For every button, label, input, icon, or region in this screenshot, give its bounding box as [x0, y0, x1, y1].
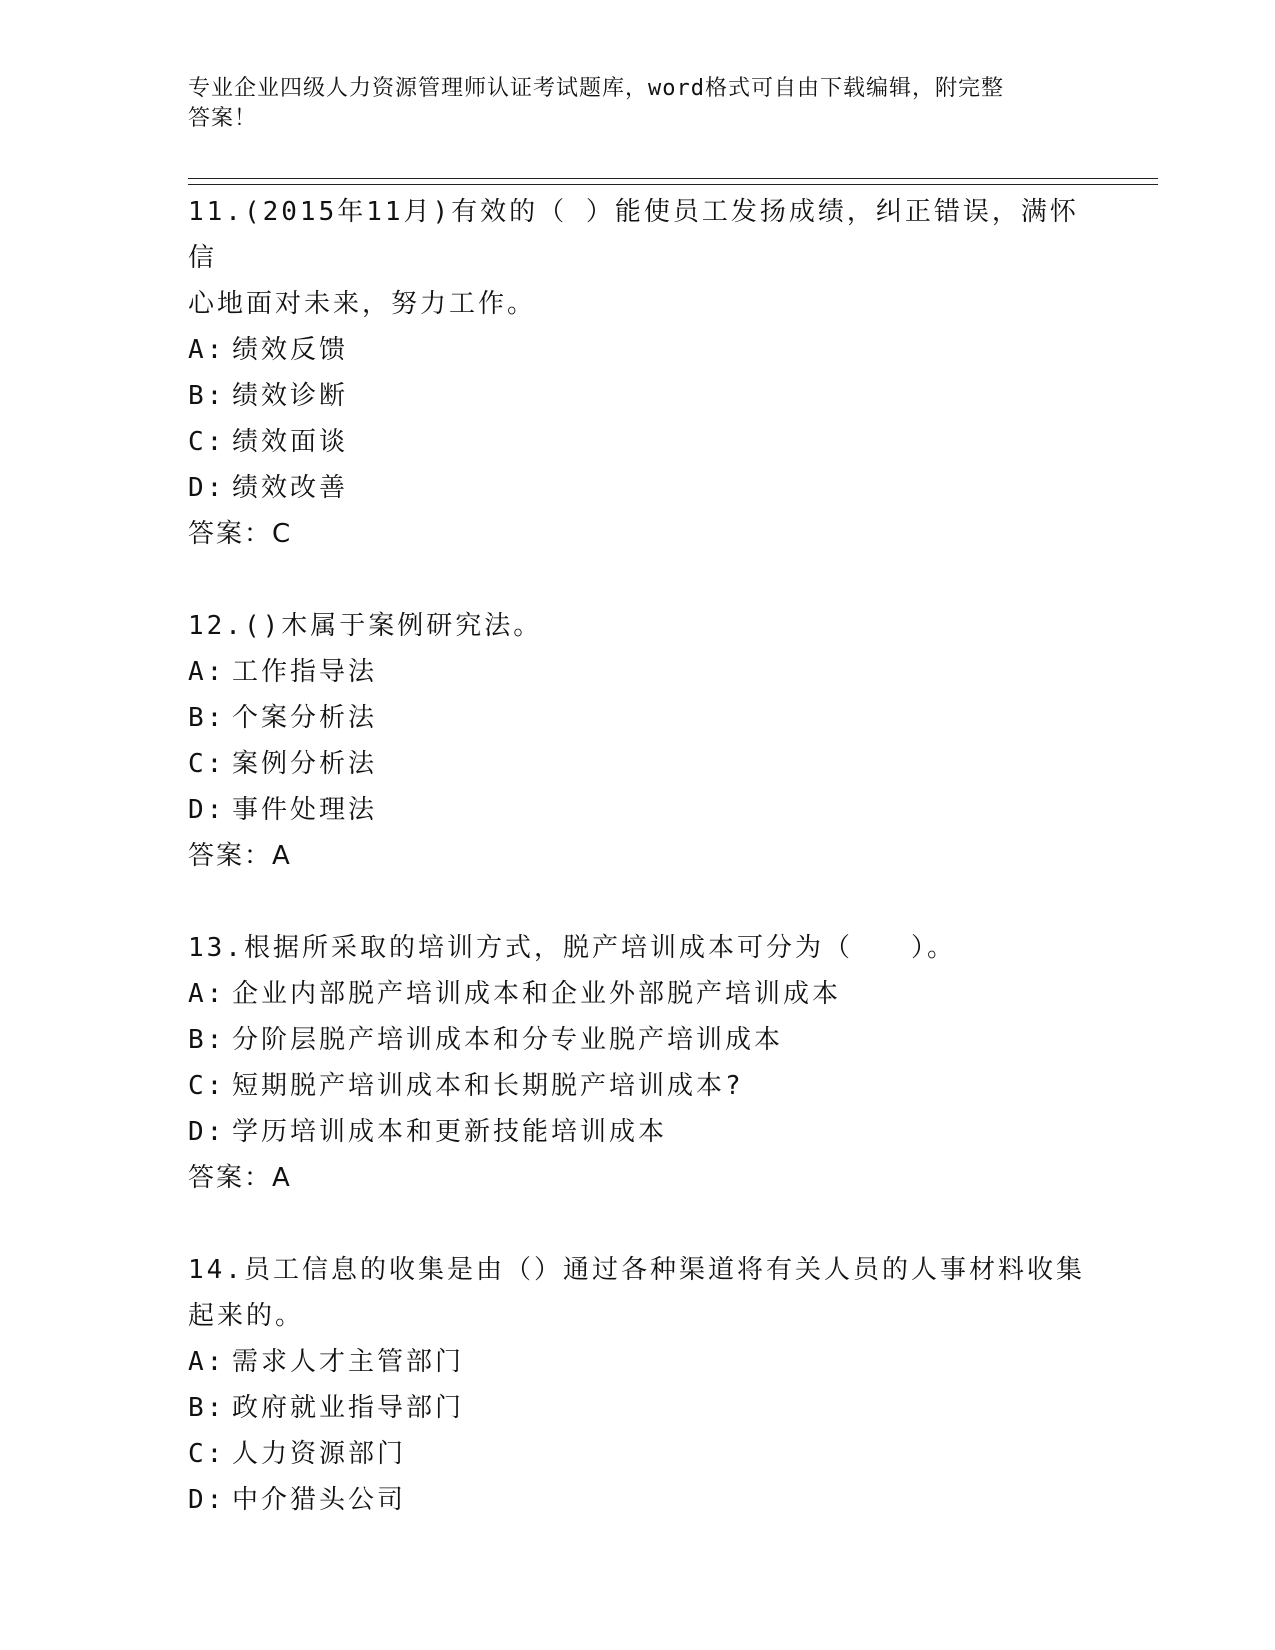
- header-line-1: 专业企业四级人力资源管理师认证考试题库，word格式可自由下载编辑，附完整: [188, 76, 1004, 101]
- option-b: [188, 1017, 1088, 1063]
- option-b: [188, 373, 1088, 419]
- option-key: B:: [188, 381, 226, 411]
- question-stem-line-2: 心地面对未来，努力工作。: [188, 289, 537, 319]
- option-text: 学历培训成本和更新技能培训成本: [232, 1117, 668, 1147]
- option-key: D:: [188, 473, 226, 503]
- option-text: 人力资源部门: [232, 1439, 407, 1469]
- question-stem-line-2: 起来的。: [188, 1301, 305, 1331]
- option-text: 绩效面谈: [232, 427, 349, 457]
- question-stem-line-1: 14.员工信息的收集是由（）通过各种渠道将有关人员的人事材料收集: [188, 1255, 1085, 1285]
- answer-line: 答案：A: [188, 841, 292, 871]
- question-list: [188, 189, 1088, 1569]
- option-key: C:: [188, 1071, 226, 1101]
- option-key: D:: [188, 1485, 226, 1515]
- option-c: [188, 1431, 1088, 1477]
- question-stem-line-1: 11.(2015年11月)有效的（ ）能使员工发扬成绩，纠正错误，满怀信: [188, 197, 1079, 273]
- answer-line: 答案：A: [188, 1163, 292, 1193]
- option-text: 个案分析法: [232, 703, 378, 733]
- option-key: D:: [188, 1117, 226, 1147]
- option-key: A:: [188, 1347, 226, 1377]
- option-text: 工作指导法: [232, 657, 378, 687]
- option-text: 绩效诊断: [232, 381, 349, 411]
- option-text: 绩效反馈: [232, 335, 349, 365]
- option-a: [188, 327, 1088, 373]
- option-key: C:: [188, 1439, 226, 1469]
- question-stem-line-1: 12.()木属于案例研究法。: [188, 611, 543, 641]
- question-13: [188, 925, 1088, 1201]
- header-line-2: 答案！: [188, 106, 258, 131]
- option-c: [188, 741, 1088, 787]
- option-key: B:: [188, 1393, 226, 1423]
- option-a: [188, 971, 1088, 1017]
- option-key: A:: [188, 335, 226, 365]
- document-header: [188, 74, 1068, 134]
- option-key: C:: [188, 749, 226, 779]
- option-text: 案例分析法: [232, 749, 378, 779]
- option-c: [188, 419, 1088, 465]
- option-text: 分阶层脱产培训成本和分专业脱产培训成本: [232, 1025, 784, 1055]
- option-a: [188, 1339, 1088, 1385]
- option-text: 企业内部脱产培训成本和企业外部脱产培训成本: [232, 979, 842, 1009]
- option-d: [188, 465, 1088, 511]
- option-b: [188, 1385, 1088, 1431]
- header-divider-top: [188, 178, 1158, 179]
- option-b: [188, 695, 1088, 741]
- option-key: B:: [188, 703, 226, 733]
- option-d: [188, 1109, 1088, 1155]
- option-text: 中介猎头公司: [232, 1485, 407, 1515]
- question-14: [188, 1247, 1088, 1523]
- option-d: [188, 1477, 1088, 1523]
- option-text: 需求人才主管部门: [232, 1347, 465, 1377]
- option-key: A:: [188, 979, 226, 1009]
- question-stem-line-1: 13.根据所采取的培训方式，脱产培训成本可分为（ ）。: [188, 933, 956, 963]
- answer-line: 答案：C: [188, 519, 293, 549]
- option-d: [188, 787, 1088, 833]
- header-divider-bottom: [188, 184, 1158, 185]
- option-text: 绩效改善: [232, 473, 349, 503]
- option-text: 政府就业指导部门: [232, 1393, 465, 1423]
- option-text: 短期脱产培训成本和长期脱产培训成本?: [232, 1071, 744, 1101]
- option-key: B:: [188, 1025, 226, 1055]
- option-a: [188, 649, 1088, 695]
- option-text: 事件处理法: [232, 795, 378, 825]
- option-key: A:: [188, 657, 226, 687]
- question-11: [188, 189, 1088, 557]
- option-key: C:: [188, 427, 226, 457]
- question-12: [188, 603, 1088, 879]
- option-c: [188, 1063, 1088, 1109]
- option-key: D:: [188, 795, 226, 825]
